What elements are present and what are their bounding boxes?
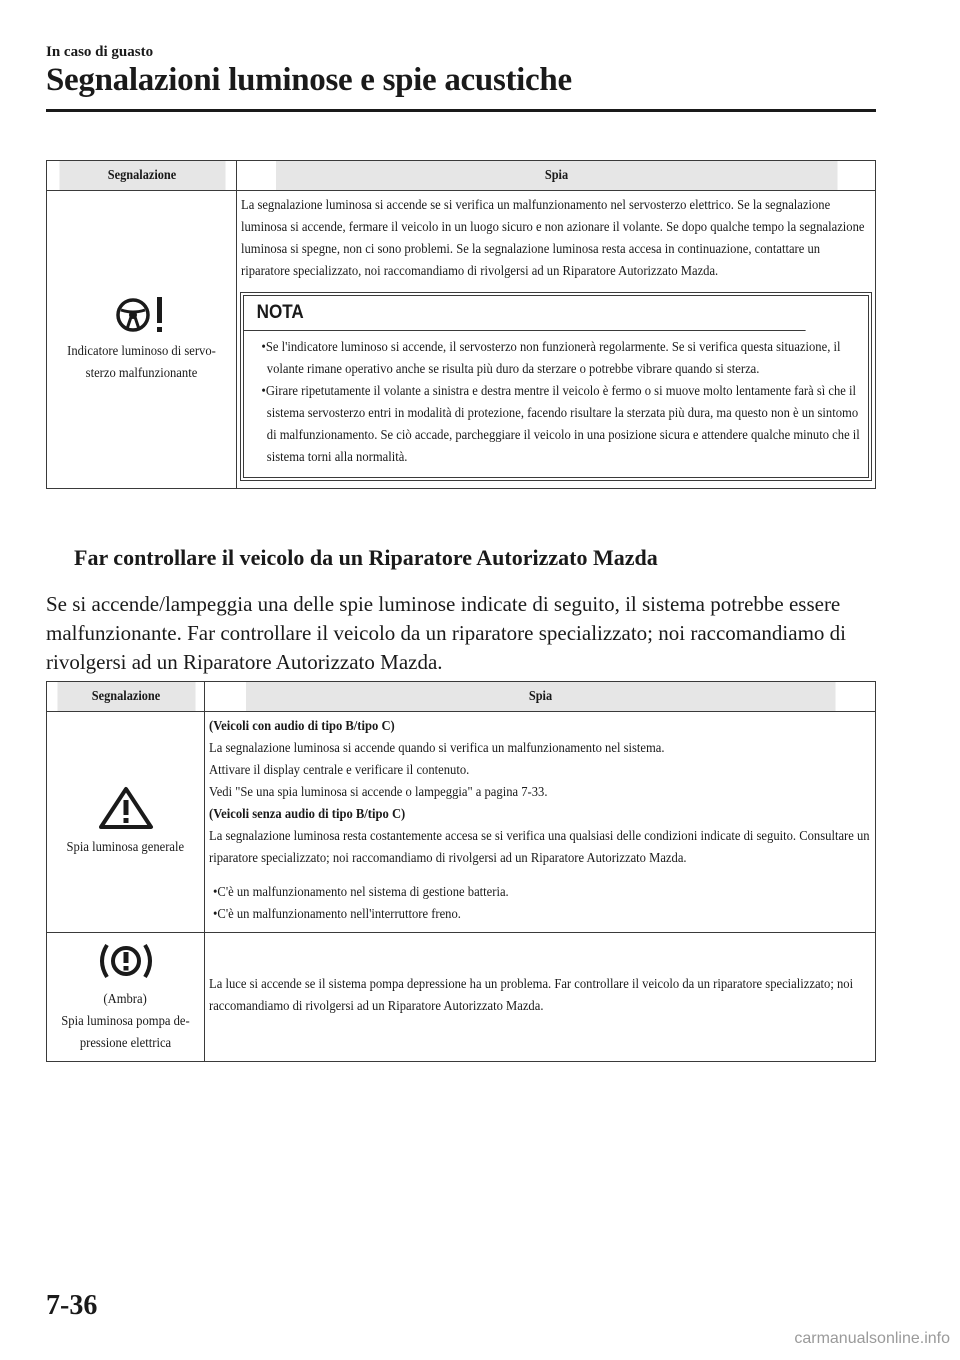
table-header-row: [47, 682, 876, 712]
vehicle-variant-heading: (Veicoli senza audio di tipo B/tipo C): [209, 807, 406, 822]
page-number: 7-36: [46, 1290, 98, 1321]
page-reference: Vedi "Se una spia luminosa si accende o lampeggia" a pagina 7-33.: [209, 785, 548, 800]
warning-triangle-icon: [97, 785, 155, 831]
list-item: •C'è un malfunzionamento nel sistema di gestione batteria.: [213, 885, 509, 900]
watermark: carmanualsonline.info: [794, 1330, 950, 1347]
table-row: [47, 191, 876, 489]
signal-label: Indicatore luminoso di servo-sterzo malfunzionante: [67, 343, 216, 381]
title-rule: [46, 109, 876, 112]
signal-label: Spia luminosa pompa de-pressione elettrica: [61, 1014, 190, 1051]
brake-vacuum-exclamation-icon: [95, 939, 157, 983]
steering-wheel-exclamation-icon: [113, 295, 171, 335]
condition-list: [209, 882, 871, 926]
note-box: [243, 295, 869, 478]
note-item: •Se l'indicatore luminoso si accende, il servosterzo non funzionerà regolarmente. Se si verifica questa situazione, il volante rimane operativo anche se risulta più duro da sterzare o potrebbe vibrare quando si sterza.: [261, 340, 841, 377]
signal-cell: [47, 712, 205, 933]
table-header-row: [47, 161, 876, 191]
table-row: [47, 933, 876, 1062]
warning-description: La segnalazione luminosa si accende se si verifica un malfunzionamento nel servosterzo elettrico. Se la segnalazione luminosa si accende, fermare il veicolo in un luogo sicuro e non azionare il volante. Se dopo qualche tempo la segnalazione luminosa si spegne, non ci sono problemi. Se la segnalazione luminosa resta accesa in continuazione, contattare un riparatore specializzato, noi raccomandiamo di rivolgersi ad un Riparatore Autorizzato Mazda.: [241, 198, 865, 279]
column-header-warning: Spia: [275, 161, 837, 191]
warning-text: La segnalazione luminosa si accende quando si verifica un malfunzionamento nel sistema.: [209, 741, 665, 756]
section-heading: Far controllare il veicolo da un Riparatore Autorizzato Mazda: [74, 545, 658, 570]
section-label: In caso di guasto: [46, 44, 154, 60]
warning-cell: [205, 712, 876, 933]
note-item: •Girare ripetutamente il volante a sinistra e destra mentre il veicolo è fermo o si muove molto lentamente farà sì che il sistema servosterzo entri in modalità di protezione, facendo risultare la sterzata più dura, ma questo non è un sintomo di malfunzionamento. Se ciò accade, parcheggiare il veicolo in una posizione sicura e attendere qualche minuto che il sistema torni alla normalità.: [261, 384, 860, 465]
page-title: Segnalazioni luminose e spie acustiche: [46, 62, 572, 98]
warning-cell: [237, 191, 876, 489]
section-intro: Se si accende/lampeggia una delle spie luminose indicate di seguito, il sistema potrebbe essere malfunzionante. Far controllare il veicolo da un riparatore specializzato; noi raccomandiamo di rivolgersi ad un Riparatore Autorizzato Mazda.: [46, 592, 847, 674]
column-header-warning: Spia: [245, 682, 835, 712]
warning-table-2: [46, 681, 876, 1062]
signal-cell: [47, 933, 205, 1062]
warning-table-1: [46, 160, 876, 489]
warning-description: La luce si accende se il sistema pompa depressione ha un problema. Far controllare il veicolo da un riparatore specializzato; noi raccomandiamo di rivolgersi ad un Riparatore Autorizzato Mazda.: [209, 977, 854, 1014]
vehicle-variant-heading: (Veicoli con audio di tipo B/tipo C): [209, 719, 395, 734]
color-note: (Ambra): [103, 992, 148, 1007]
table-row: [47, 712, 876, 933]
signal-cell: [47, 191, 237, 489]
note-body: [244, 331, 868, 477]
signal-label: Spia luminosa generale: [66, 840, 185, 855]
warning-cell: [205, 933, 876, 1062]
warning-text: Attivare il display centrale e verificare il contenuto.: [209, 763, 470, 778]
note-title: NOTA: [244, 296, 806, 331]
list-item: •C'è un malfunzionamento nell'interruttore freno.: [213, 907, 461, 922]
warning-text: La segnalazione luminosa resta costantemente accesa se si verifica una qualsiasi delle condizioni indicate di seguito. Consultare un riparatore specializzato; noi raccomandiamo di rivolgersi ad un Riparatore Autorizzato Mazda.: [209, 829, 870, 866]
column-header-signal: Segnalazione: [56, 682, 195, 712]
column-header-signal: Segnalazione: [58, 161, 225, 191]
